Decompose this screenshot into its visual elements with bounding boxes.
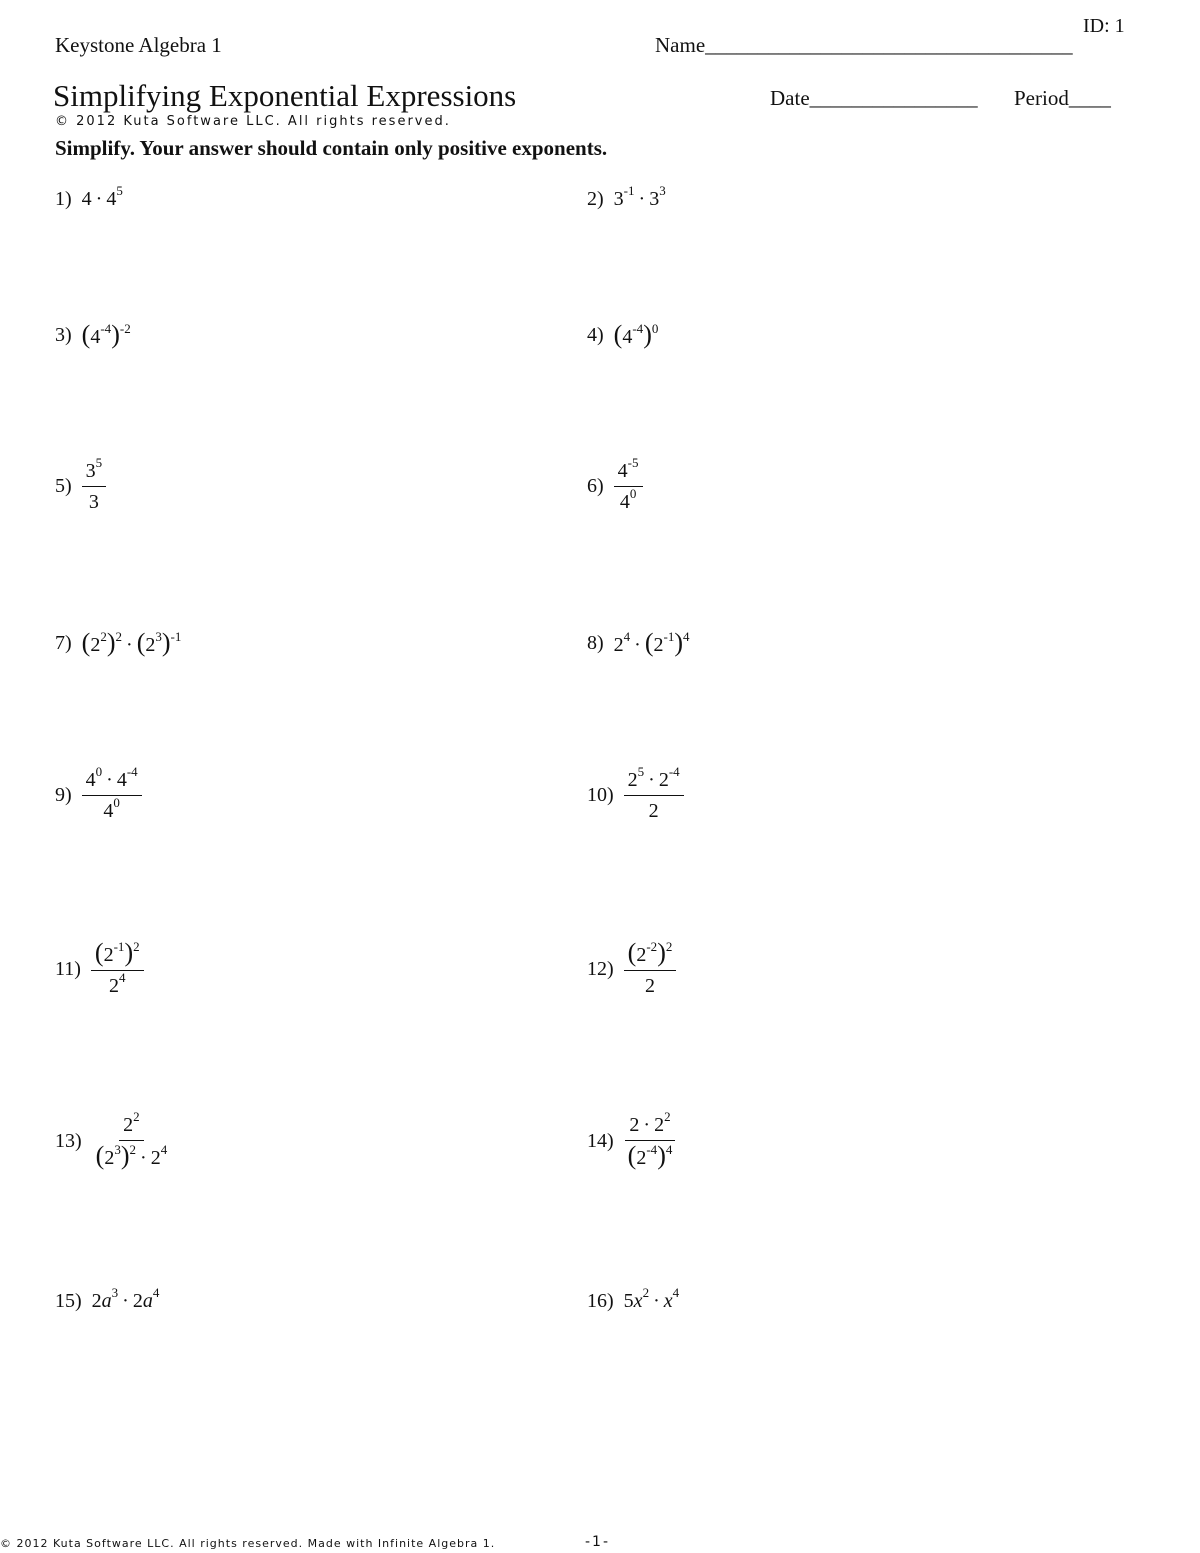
worksheet-id: ID: 1: [1083, 15, 1125, 37]
numerator: $4^0 \cdot 4^{-4}$: [82, 767, 142, 796]
numerator: $2^2$: [119, 1112, 144, 1141]
instructions: Simplify. Your answer should contain only positive exponents.: [55, 136, 608, 160]
problem-15: [55, 1285, 160, 1313]
numerator: $(2^{-2})^2$: [624, 940, 677, 971]
expression: $5x^2 \cdot x^4$: [623, 1285, 680, 1312]
problem-6: [587, 455, 643, 515]
footer-copyright: © 2012 Kuta Software LLC. All rights reserved. Made with Infinite Algebra 1.: [0, 1537, 496, 1550]
date-field[interactable]: Date________________: [770, 86, 978, 110]
problem-number: 6): [587, 475, 604, 497]
expression: $2^4 \cdot (2^{-1})^4$: [613, 628, 690, 657]
problem-number: 16): [587, 1290, 614, 1312]
numerator: $4^{-5}$: [614, 458, 643, 487]
problem-14: [587, 1109, 676, 1171]
problem-10: [587, 764, 684, 824]
problem-number: 15): [55, 1290, 82, 1312]
expression: $3^{-1} \cdot 3^3$: [613, 183, 666, 210]
fraction: [624, 764, 684, 824]
problem-number: 9): [55, 784, 72, 806]
problem-3: [55, 322, 131, 349]
name-field[interactable]: Name___________________________________: [655, 33, 1073, 57]
fraction: [82, 455, 107, 515]
fraction: [92, 1109, 172, 1171]
expression: $2a^3 \cdot 2a^4$: [91, 1285, 160, 1312]
problem-number: 3): [55, 324, 72, 346]
problem-8: [587, 630, 690, 657]
numerator: $(2^{-1})^2$: [91, 940, 144, 971]
numerator: $2^5 \cdot 2^{-4}$: [624, 767, 684, 796]
problem-4: [587, 322, 658, 349]
denominator: 2: [645, 975, 656, 997]
expression: $(4^{-4})^{-2}$: [81, 320, 131, 349]
numerator: $3^5$: [82, 458, 107, 487]
problem-number: 2): [587, 188, 604, 210]
problem-number: 14): [587, 1130, 614, 1152]
period-field[interactable]: Period____: [1014, 86, 1111, 110]
problem-number: 4): [587, 324, 604, 346]
denominator: $(2^{-4})^4$: [627, 1141, 673, 1170]
problem-number: 5): [55, 475, 72, 497]
expression: $(4^{-4})^0$: [613, 320, 659, 349]
expression: $4 \cdot 4^5$: [81, 183, 123, 210]
problem-1: [55, 183, 123, 211]
problem-9: [55, 764, 142, 824]
fraction: [82, 764, 142, 824]
numerator: $2 \cdot 2^2$: [625, 1112, 674, 1141]
course-name: Keystone Algebra 1: [55, 33, 222, 57]
problem-7: [55, 630, 181, 657]
problem-number: 13): [55, 1130, 82, 1152]
problem-number: 7): [55, 632, 72, 654]
denominator: $(2^3)^2 \cdot 2^4$: [95, 1141, 168, 1170]
fraction: [91, 940, 144, 999]
denominator: $4^0$: [103, 795, 120, 822]
problem-number: 10): [587, 784, 614, 806]
fraction: [624, 940, 677, 999]
problem-2: [587, 183, 666, 211]
fraction: [624, 1109, 677, 1171]
problem-number: 1): [55, 188, 72, 210]
problem-number: 12): [587, 958, 614, 980]
problem-12: [587, 940, 676, 999]
denominator: 2: [648, 800, 659, 822]
problem-number: 11): [55, 958, 81, 980]
problem-number: 8): [587, 632, 604, 654]
problem-11: [55, 940, 144, 999]
problem-16: [587, 1285, 680, 1313]
copyright-notice: © 2012 Kuta Software LLC. All rights reserved.: [55, 114, 451, 129]
problem-13: [55, 1109, 171, 1171]
problem-5: [55, 455, 106, 515]
denominator: $2^4$: [109, 970, 126, 997]
expression: $(2^2)^2 \cdot (2^3)^{-1}$: [81, 628, 182, 657]
page-number: -1-: [585, 1534, 611, 1550]
denominator: 3: [88, 491, 99, 513]
denominator: $4^0$: [619, 486, 637, 513]
fraction: [614, 455, 643, 515]
worksheet-title: Simplifying Exponential Expressions: [53, 78, 517, 113]
